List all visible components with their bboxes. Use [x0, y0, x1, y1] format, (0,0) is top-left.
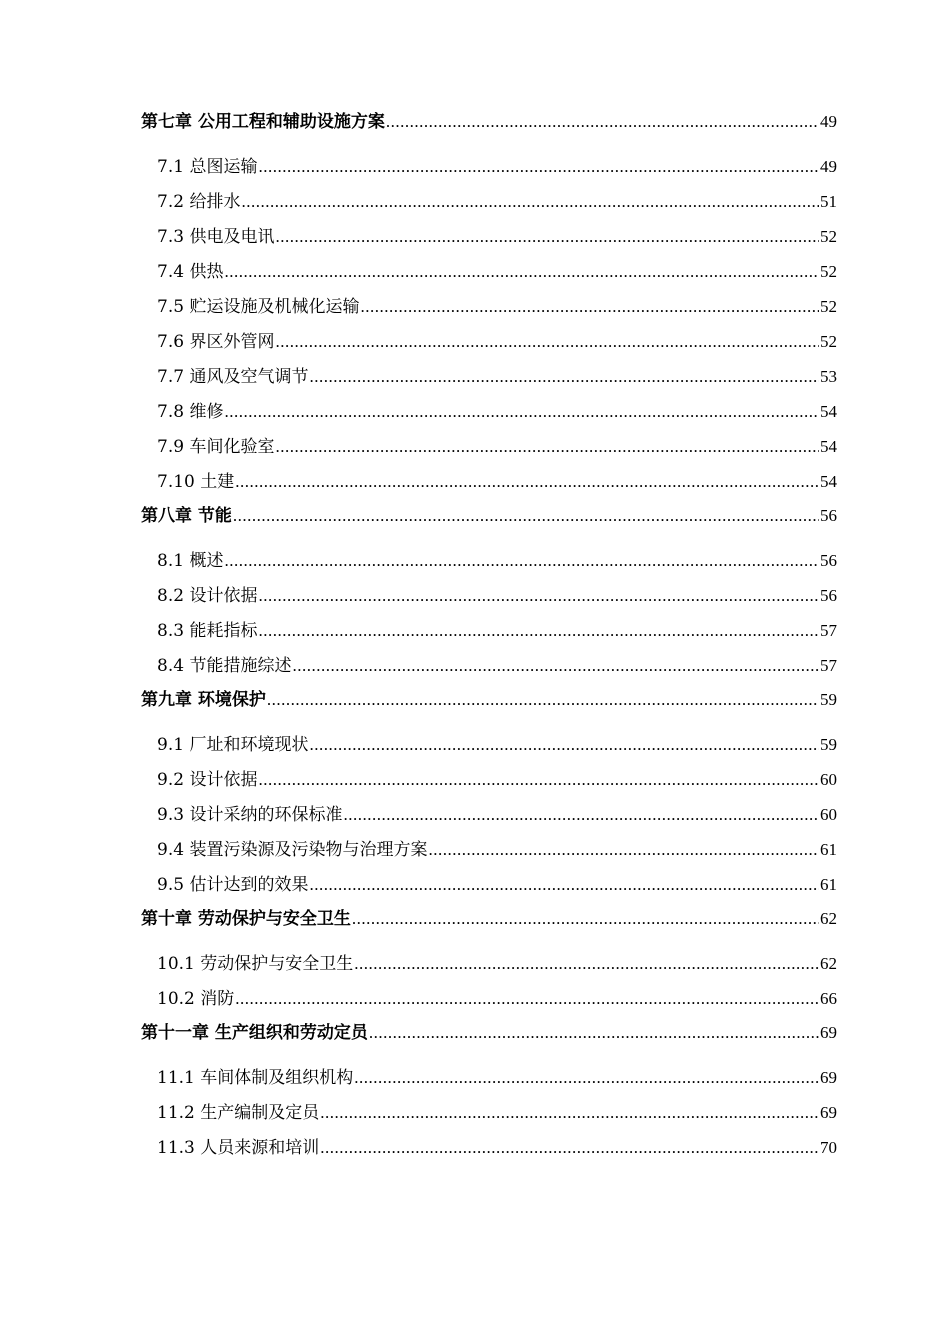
toc-entry-label: 7.5 贮运设施及机械化运输 [157, 297, 360, 317]
toc-entry-label: 7.3 供电及电讯 [157, 227, 275, 247]
toc-page-number: 69 [820, 1103, 837, 1122]
toc-entry-label: 7.10 土建 [157, 472, 235, 492]
toc-leader-dots [224, 394, 819, 429]
toc-page-number: 52 [820, 297, 837, 316]
toc-leader-dots [320, 1130, 819, 1165]
toc-entry-label: 7.4 供热 [157, 262, 224, 282]
toc-page-number: 61 [820, 840, 837, 859]
toc-section-entry[interactable] [141, 578, 837, 613]
toc-entry-label: 9.5 估计达到的效果 [157, 875, 309, 895]
toc-leader-dots [235, 981, 819, 1016]
toc-entry-label: 第七章 公用工程和辅助设施方案 [141, 112, 385, 132]
toc-entry-label: 11.2 生产编制及定员 [157, 1103, 320, 1123]
toc-leader-dots [258, 578, 819, 613]
toc-page-number: 49 [820, 112, 837, 131]
toc-entry-label: 8.2 设计依据 [157, 586, 258, 606]
toc-leader-dots [233, 499, 819, 533]
toc-section-entry[interactable] [141, 762, 837, 797]
toc-page-number: 66 [820, 989, 837, 1008]
toc-page-number: 53 [820, 367, 837, 386]
toc-section-entry[interactable] [141, 429, 837, 464]
toc-page-number: 69 [820, 1023, 837, 1042]
toc-page-number: 59 [820, 735, 837, 754]
toc-entry-label: 7.6 界区外管网 [157, 332, 275, 352]
toc-entry-label: 9.2 设计依据 [157, 770, 258, 790]
toc-chapter-entry[interactable] [141, 1016, 837, 1060]
toc-page-number: 57 [820, 656, 837, 675]
toc-section-entry[interactable] [141, 149, 837, 184]
toc-section-entry[interactable] [141, 613, 837, 648]
toc-page-number: 49 [820, 157, 837, 176]
toc-section-entry[interactable] [141, 946, 837, 981]
toc-entry-label: 11.1 车间体制及组织机构 [157, 1068, 354, 1088]
toc-entry-label: 第八章 节能 [141, 506, 232, 526]
toc-page-number: 62 [820, 909, 837, 928]
toc-leader-dots [309, 867, 819, 902]
toc-entry-label: 7.9 车间化验室 [157, 437, 275, 457]
toc-section-entry[interactable] [141, 1130, 837, 1165]
toc-section-entry[interactable] [141, 648, 837, 683]
toc-section-entry[interactable] [141, 727, 837, 762]
toc-page-number: 54 [820, 402, 837, 421]
toc-leader-dots [241, 184, 819, 219]
toc-leader-dots [386, 105, 819, 139]
toc-leader-dots [354, 946, 819, 981]
toc-page-number: 52 [820, 332, 837, 351]
toc-entry-label: 7.7 通风及空气调节 [157, 367, 309, 387]
toc-section-entry[interactable] [141, 1060, 837, 1095]
toc-entry-label: 10.1 劳动保护与安全卫生 [157, 954, 354, 974]
toc-entry-label: 第十章 劳动保护与安全卫生 [141, 909, 351, 929]
toc-leader-dots [369, 1016, 819, 1050]
toc-chapter-entry[interactable] [141, 683, 837, 727]
toc-leader-dots [275, 429, 819, 464]
toc-section-entry[interactable] [141, 797, 837, 832]
toc-leader-dots [275, 324, 819, 359]
toc-page-number: 70 [820, 1138, 837, 1157]
toc-chapter-entry[interactable] [141, 499, 837, 543]
toc-leader-dots [309, 727, 819, 762]
toc-section-entry[interactable] [141, 394, 837, 429]
toc-leader-dots [428, 832, 819, 867]
toc-leader-dots [275, 219, 819, 254]
toc-page-number: 69 [820, 1068, 837, 1087]
toc-entry-label: 8.3 能耗指标 [157, 621, 258, 641]
toc-leader-dots [360, 289, 819, 324]
toc-page-number: 57 [820, 621, 837, 640]
toc-entry-label: 10.2 消防 [157, 989, 235, 1009]
toc-entry-label: 11.3 人员来源和培训 [157, 1138, 320, 1158]
toc-page-number: 52 [820, 227, 837, 246]
toc-section-entry[interactable] [141, 464, 837, 499]
toc-page-number: 52 [820, 262, 837, 281]
table-of-contents [141, 105, 837, 1165]
toc-page-number: 54 [820, 437, 837, 456]
toc-page-number: 62 [820, 954, 837, 973]
toc-entry-label: 7.2 给排水 [157, 192, 241, 212]
toc-section-entry[interactable] [141, 1095, 837, 1130]
toc-section-entry[interactable] [141, 543, 837, 578]
toc-section-entry[interactable] [141, 254, 837, 289]
toc-page-number: 60 [820, 770, 837, 789]
toc-leader-dots [224, 543, 819, 578]
toc-page-number: 51 [820, 192, 837, 211]
toc-section-entry[interactable] [141, 184, 837, 219]
toc-entry-label: 第十一章 生产组织和劳动定员 [141, 1023, 368, 1043]
toc-page-number: 56 [820, 506, 837, 525]
toc-page-number: 56 [820, 551, 837, 570]
toc-entry-label: 7.8 维修 [157, 402, 224, 422]
toc-entry-label: 9.3 设计采纳的环保标准 [157, 805, 343, 825]
toc-section-entry[interactable] [141, 219, 837, 254]
toc-page-number: 54 [820, 472, 837, 491]
toc-page-number: 60 [820, 805, 837, 824]
toc-leader-dots [309, 359, 819, 394]
toc-section-entry[interactable] [141, 324, 837, 359]
toc-leader-dots [258, 762, 819, 797]
toc-entry-label: 8.1 概述 [157, 551, 224, 571]
toc-page-number: 59 [820, 690, 837, 709]
toc-leader-dots [258, 613, 819, 648]
toc-leader-dots [267, 683, 819, 717]
toc-section-entry[interactable] [141, 832, 837, 867]
toc-leader-dots [320, 1095, 819, 1130]
toc-leader-dots [258, 149, 819, 184]
toc-entry-label: 9.4 装置污染源及污染物与治理方案 [157, 840, 428, 860]
toc-leader-dots [235, 464, 819, 499]
toc-leader-dots [343, 797, 819, 832]
toc-chapter-entry[interactable] [141, 105, 837, 149]
toc-page-number: 61 [820, 875, 837, 894]
toc-leader-dots [224, 254, 819, 289]
toc-entry-label: 7.1 总图运输 [157, 157, 258, 177]
toc-page-number: 56 [820, 586, 837, 605]
toc-leader-dots [354, 1060, 819, 1095]
toc-entry-label: 第九章 环境保护 [141, 690, 266, 710]
toc-leader-dots [292, 648, 819, 683]
toc-section-entry[interactable] [141, 981, 837, 1016]
toc-leader-dots [352, 902, 819, 936]
toc-chapter-entry[interactable] [141, 902, 837, 946]
toc-section-entry[interactable] [141, 359, 837, 394]
toc-section-entry[interactable] [141, 289, 837, 324]
toc-entry-label: 9.1 厂址和环境现状 [157, 735, 309, 755]
toc-entry-label: 8.4 节能措施综述 [157, 656, 292, 676]
toc-section-entry[interactable] [141, 867, 837, 902]
